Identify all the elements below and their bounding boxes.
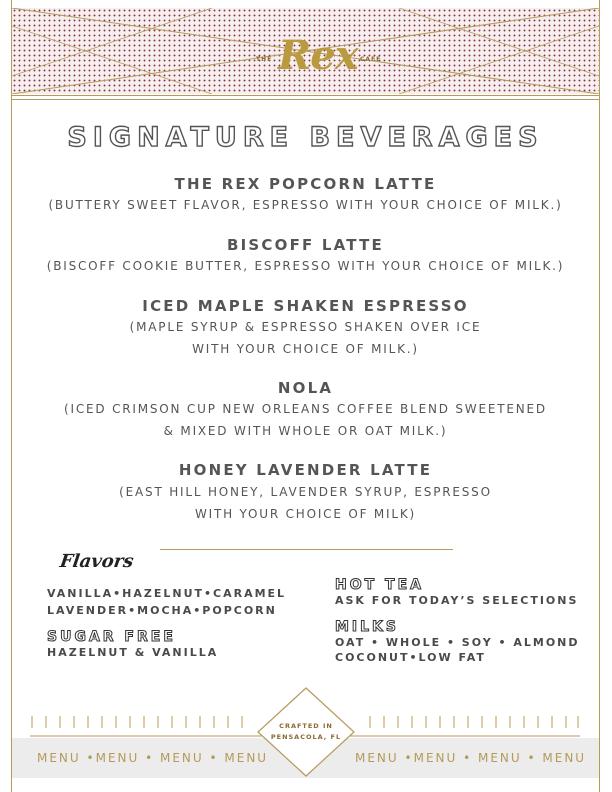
sugar-free-text: HAZELNUT & VANILLA	[47, 646, 219, 659]
beverage-desc: WITH YOUR CHOICE OF MILK)	[194, 507, 417, 521]
badge-line-1: CRAFTED IN	[279, 722, 333, 730]
beverage-desc: WITH YOUR CHOICE OF MILK.)	[192, 342, 419, 356]
beverage-desc: (BISCOFF COOKIE BUTTER, ESPRESSO WITH YOUR CHOICE OF MILK.)	[46, 259, 565, 273]
header-rule-top	[12, 95, 599, 96]
logo-rex: Rex	[278, 32, 358, 79]
flavors-heading: Flavors	[58, 551, 135, 572]
beverage-desc: (ICED CRIMSON CUP NEW ORLEANS COFFEE BLEND SWEETENED	[64, 402, 547, 416]
footer-menu-left: MENU •MENU • MENU • MENU	[37, 751, 269, 765]
flavors-line: LAVENDER•MOCHA•POPCORN	[47, 604, 277, 617]
header-rule-bottom	[12, 99, 599, 100]
page-title: SIGNATURE BEVERAGES	[67, 122, 544, 153]
logo-cafe: CAFE	[360, 56, 382, 63]
badge-line-2: PENSACOLA, FL	[270, 733, 342, 741]
flavors-line: VANILLA•HAZELNUT•CARAMEL	[47, 587, 287, 600]
frame-right-border	[599, 0, 600, 792]
beverage-desc: (BUTTERY SWEET FLAVOR, ESPRESSO WITH YOUR CHOICE OF MILK.)	[48, 198, 563, 212]
beverage-desc: (MAPLE SYRUP & ESPRESSO SHAKEN OVER ICE	[129, 320, 482, 334]
milks-heading: MILKS	[335, 619, 399, 635]
hot-tea-heading: HOT TEA	[335, 577, 424, 593]
beverage-name: NOLA	[277, 379, 334, 397]
rex-logo	[248, 32, 388, 92]
logo-the: THE	[256, 56, 273, 63]
milks-line: OAT • WHOLE • SOY • ALMOND	[335, 636, 580, 649]
milks-line: COCONUT•LOW FAT	[335, 651, 486, 664]
section-divider	[160, 549, 453, 550]
beverage-desc: & MIXED WITH WHOLE OR OAT MILK.)	[163, 424, 448, 438]
beverage-name: HONEY LAVENDER LATTE	[178, 461, 433, 479]
sugar-free-heading: SUGAR FREE	[47, 629, 176, 645]
beverage-desc: (EAST HILL HONEY, LAVENDER SYRUP, ESPRESSO	[119, 485, 492, 499]
beverage-name: BISCOFF LATTE	[227, 236, 384, 254]
header-banner	[12, 8, 599, 94]
footer-menu-right: MENU •MENU • MENU • MENU	[355, 751, 587, 765]
beverage-name: ICED MAPLE SHAKEN ESPRESSO	[142, 297, 469, 315]
hot-tea-text: ASK FOR TODAY’S SELECTIONS	[335, 594, 579, 607]
beverage-name: THE REX POPCORN LATTE	[174, 175, 437, 193]
crafted-badge-diamond	[254, 684, 358, 780]
